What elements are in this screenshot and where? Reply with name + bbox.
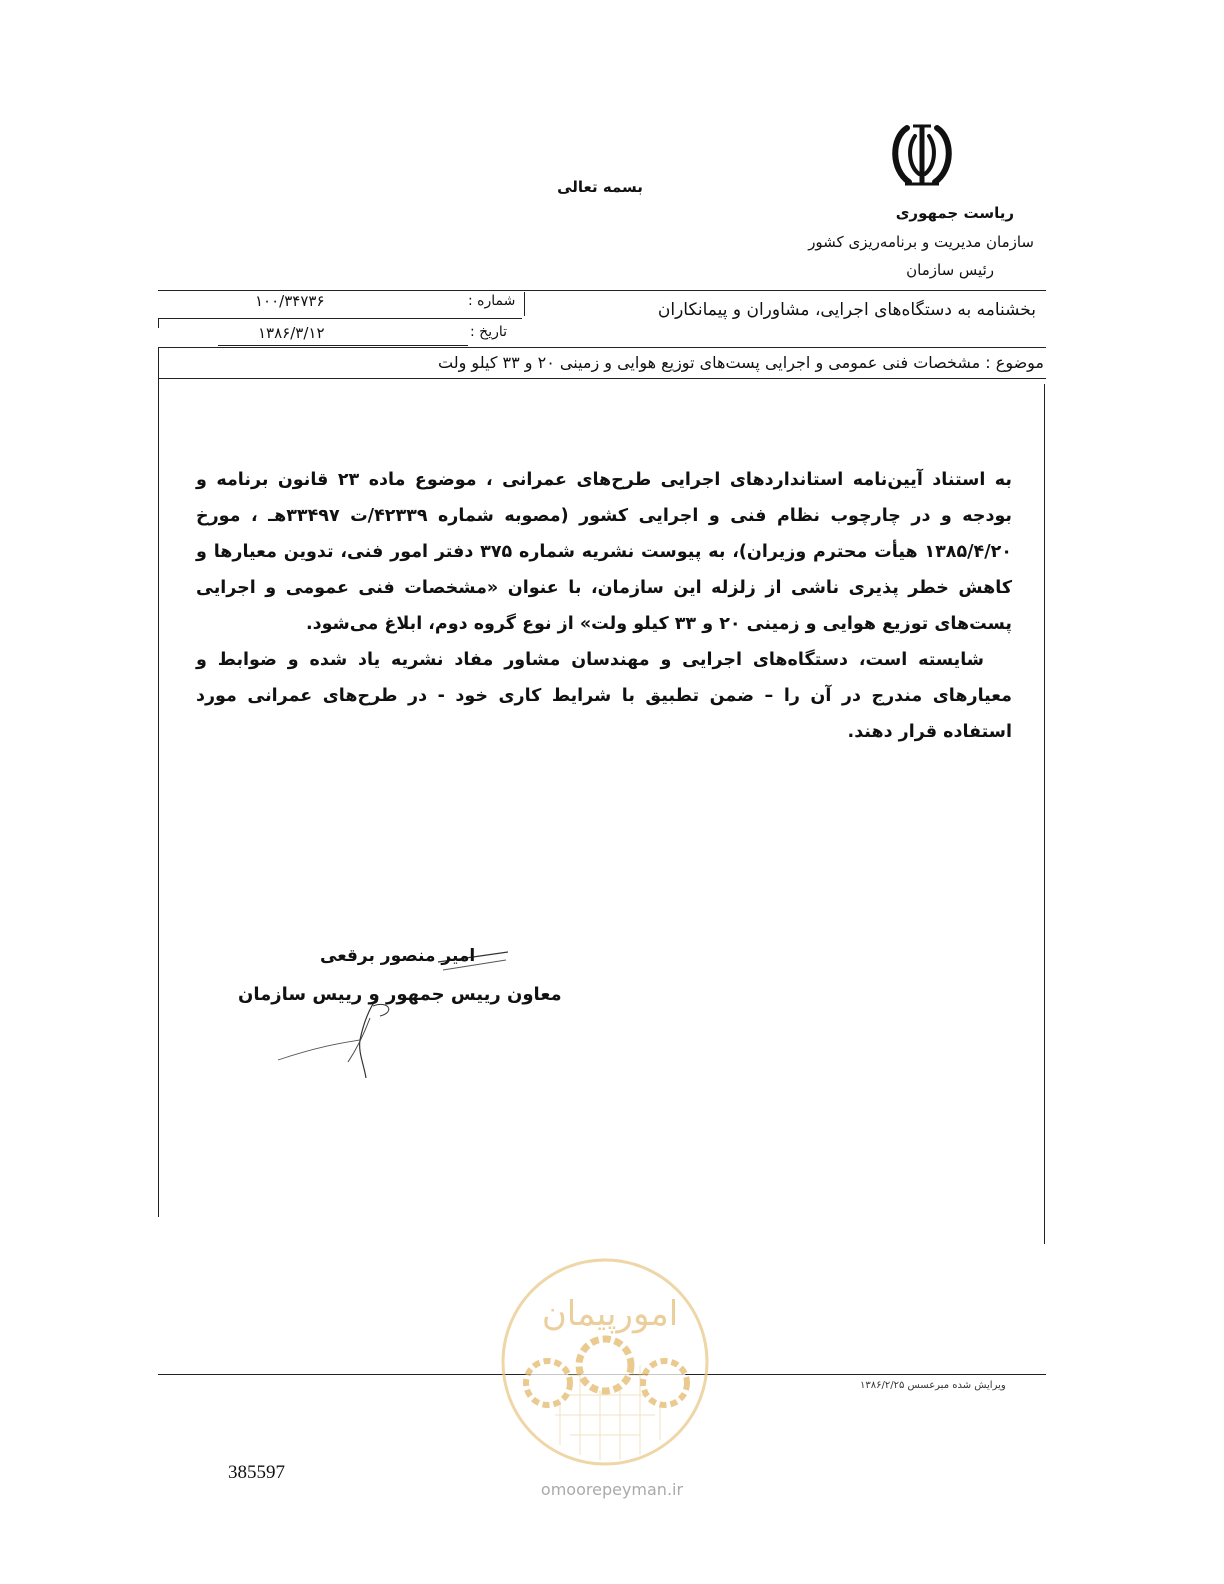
basmala: بسمه تعالی (557, 178, 643, 196)
signatory-title: معاون رییس جمهور و رییس سازمان (238, 984, 562, 1005)
watermark-seal-icon (500, 1255, 710, 1470)
divider-tick (524, 292, 525, 316)
number-underline (158, 318, 522, 319)
number-value: ۱۰۰/۳۴۷۳۶ (255, 292, 325, 310)
number-label: شماره : (468, 293, 516, 309)
signatory-name: امیر منصور برقعی (320, 946, 476, 966)
org-head: رئیس سازمان (906, 261, 994, 279)
subject-top-rule (158, 347, 1046, 348)
body-paragraph-2: شایسته است، دستگاه‌های اجرایی و مهندسان مشاور مفاد نشریه یاد شده و ضوابط و معیارهای مندرج در آن را – ضمن تطبیق با شرایط کاری خود - در طرح‌های عمرانی مورد استفاده قرار دهند. (196, 650, 1012, 742)
org-presidency: ریاست جمهوری (895, 204, 1014, 222)
website-watermark: omoorepeyman.ir (540, 1480, 684, 1499)
document-id: 385597 (228, 1462, 285, 1483)
iran-emblem-icon (885, 122, 959, 188)
body-paragraph-1 (196, 462, 1012, 642)
left-border (158, 347, 159, 1217)
footer-edit-note: ویرایش شده مبرعسس ۱۳۸۶/۲/۲۵ (860, 1380, 1006, 1391)
org-name: سازمان مدیریت و برنامه‌ریزی کشور (808, 233, 1034, 251)
body-p1-ending: » از نوع گروه دوم، ابلاغ می‌شود. (305, 614, 592, 634)
left-tick (158, 318, 159, 328)
subject-bottom-rule (158, 378, 1046, 379)
right-border (1044, 384, 1045, 1244)
letter-body (196, 462, 1012, 750)
subject-line: موضوع : مشخصات فنی عمومی و اجرایی پست‌های توزیع هوایی و زمینی ۲۰ و ۳۳ کیلو ولت (438, 353, 1044, 372)
watermark-text: امورپیمان (541, 1294, 679, 1334)
date-label: تاریخ : (470, 324, 508, 340)
body-p1-bold-title: مشخصات فنی عمومی و اجرایی پست‌های توزیع هوایی و زمینی ۲۰ و ۳۳ کیلو ولت (196, 578, 1012, 634)
date-value: ۱۳۸۶/۳/۱۲ (258, 324, 325, 342)
date-underline (218, 345, 468, 346)
body-p1-text: به استناد آیین‌نامه استانداردهای اجرایی طرح‌های عمرانی ، موضوع ماده ۲۳ قانون برنامه و بودجه و در چارچوب نظام فنی و اجرایی کشور (مصوبه شماره ۴۲۳۳۹/ت ۳۳۴۹۷هـ ، مورخ ۱۳۸۵/۴/۲۰ هیأت محترم وزیران)، به پیوست نشریه شماره ۳۷۵ دفتر امور فنی، تدوین معیارها و کاهش خطر پذیری ناشی از زلزله این سازمان، با عنوان « (196, 470, 1013, 598)
recipients-line: بخشنامه به دستگاه‌های اجرایی، مشاوران و پیمانکاران (657, 300, 1036, 320)
top-rule (158, 290, 1046, 291)
